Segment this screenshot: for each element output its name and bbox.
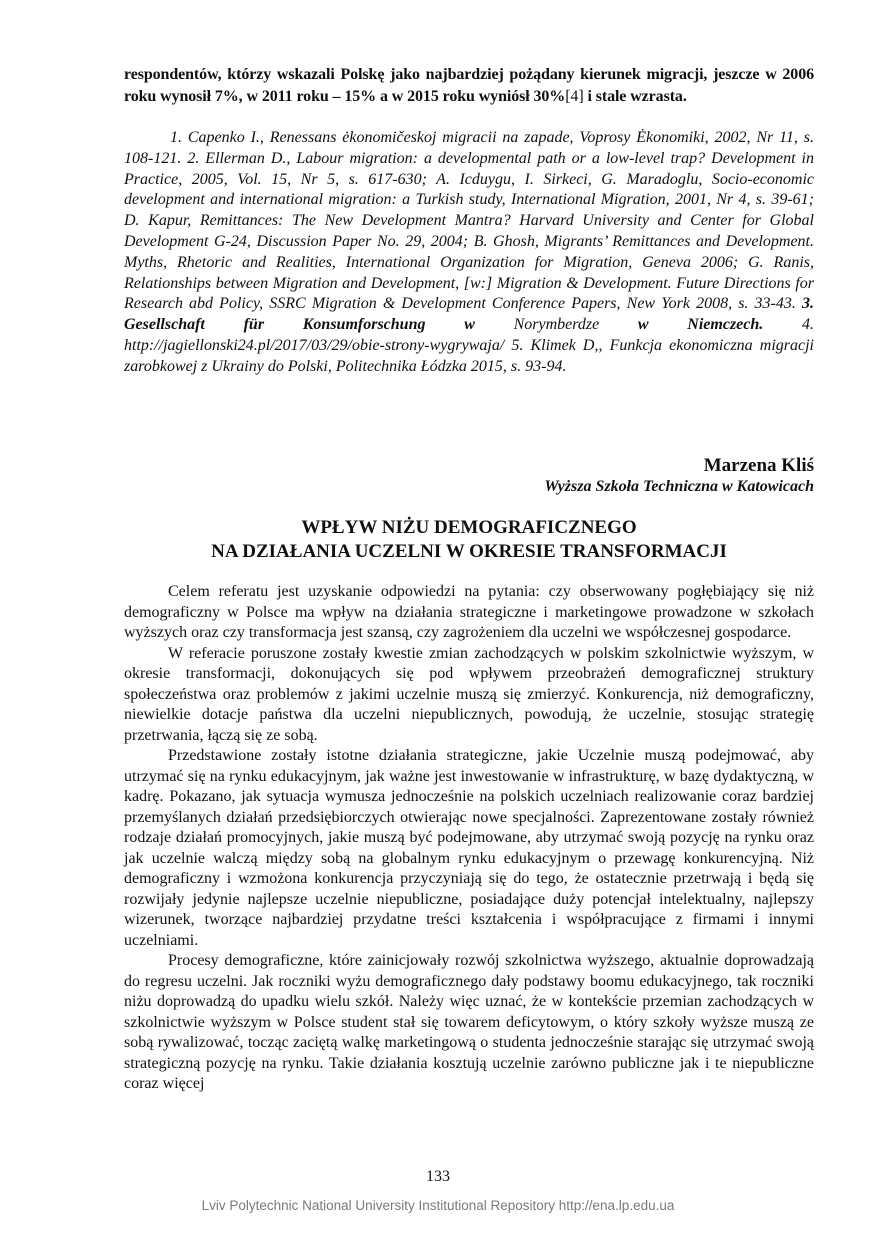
references-mid: Norymberdze	[474, 316, 638, 334]
repository-footer: Lviv Polytechnic National University Institutional Repository http://ena.lp.edu.ua	[201, 1198, 675, 1213]
lead-tail: i stale wzrasta.	[583, 88, 687, 105]
references-bold2: w Niemczech.	[637, 316, 764, 334]
references-part2: 4. http://jagiellonski24.pl/2017/03/29/obie-strony-wygrywaja/ 5. Klimek D,, Funkcja ekonomiczna migracji zarobkowej z Ukrainy do Polski, Politechnika Łódzka 2015, s. 93-94.	[124, 316, 815, 375]
references-part1: 1. Capenko I., Renessans ėkonomičeskoj migracii na zapade, Voprosy Ėkonomiki, 2002, Nr 11, s. 108-121. 2. Ellerman D., Labour migration: a developmental path or a low-level trap? Development in Practice, 2005, Vol. 15, Nr 5, s. 617-630; A. Icduygu, I. Sirkeci, G. Maradoglu, Socio-economic development and international migration: a Turkish study, International Migration, 2001, Nr 4, s. 39-61; D. Kapur, Remittances: The New Development Mantra? Harvard University and Center for Global Development G-24, Discussion Paper No. 29, 2004; B. Ghosh, Migrants’ Remittances and Development. Myths, Rhetoric and Realities, International Organization for Migration, Geneva 2006; G. Ranis, Relationships between Migration and Development, [w:] Migration & Development. Future Directions for Research abd Policy, SSRC Migration & Development Conference Papers, New York 2008, s. 33-43.	[124, 129, 814, 313]
title-line-1: WPŁYW NIŻU DEMOGRAFICZNEGO	[301, 517, 637, 538]
paragraph-3: Przedstawione zostały istotne działania strategiczne, jakie Uczelnie muszą podejmować, aby utrzymać się na rynku edukacyjnym, jak ważne jest inwestowanie w infrastrukturę, w bazę dydaktyczną, w kadrę. Pokazano, jak sytuacja wymusza jednocześnie na polskich uczelniach realizowanie coraz bardziej przemyślanych działań przedsiębiorczych otwierając nowe specjalności. Zaprezentowane zostały również rodzaje działań promocyjnych, jakie muszą być podejmowane, aby utrzymać swoją pozycję na rynku oraz jak uczelnie walczą między sobą na globalnym rynku edukacyjnym o przewagę konkurencyjną. Niż demograficzny i wzmożona konkurencja przyczyniają się do tego, że ostatecznie przetrwają i będą się rozwijały jedynie najlepsze uczelnie niepubliczne, posiadające duży potencjał intelektualny, najlepszy wizerunek, tworzące najbardziej przydatne treści kształcenia i współpracujące z firmami i innymi uczelniami.	[124, 747, 814, 949]
lead-paragraph	[124, 64, 814, 108]
body-text	[124, 582, 814, 1095]
page-number: 133	[426, 1168, 450, 1185]
title-line-2: NA DZIAŁANIA UCZELNI W OKRESIE TRANSFORMACJI	[211, 541, 727, 562]
paragraph-1: Celem referatu jest uzyskanie odpowiedzi na pytania: czy obserwowany pogłębiający się niż demograficzny w Polsce ma wpływ na działania strategiczne i marketingowe prowadzone w szkołach wyższych oraz czy transformacja jest szansą, czy zagrożeniem dla uczelni we współczesnej gospodarce.	[124, 583, 814, 641]
references-block	[124, 128, 814, 378]
paragraph-4: Procesy demograficzne, które zainicjowały rozwój szkolnictwa wyższego, aktualnie doprowadzają do regresu uczelni. Jak roczniki wyżu demograficznego dały podstawy boomu edukacyjnego, tak roczniki niżu doprowadzą do upadku wielu szkół. Należy więc uznać, że w kontekście przemian zachodzących w szkolnictwie wyższym w Polsce student stał się towarem deficytowym, o który szkoły wyższe muszą ze sobą rywalizować, tocząc zaciętą walkę marketingową o studenta jednocześnie starając się utrzymać swoją strategiczną pozycję na rynku. Takie działania kosztują uczelnie zarówno publiczne jak i te niepubliczne coraz więcej	[124, 952, 814, 1092]
author-affiliation: Wyższa Szkoła Techniczna w Katowicach	[544, 478, 814, 495]
paper-title	[124, 516, 814, 564]
lead-text: respondentów, którzy wskazali Polskę jako najbardziej pożądany kierunek migracji, jeszcze w 2006 roku wynosił 7%, w 2011 roku – 15% a w 2015 roku wyniósł 30%	[124, 66, 814, 105]
references-bold1: 3. Gesellschaft für Konsumforschung w	[124, 295, 814, 334]
lead-citation: [4]	[565, 88, 584, 105]
paragraph-2: W referacie poruszone zostały kwestie zmian zachodzących w polskim szkolnictwie wyższym, w okresie transformacji, dokonujących się pod wpływem przeobrażeń demograficznej struktury społeczeństwa oraz problemów z jakimi uczelnie muszą się zmierzyć. Konkurencja, niż demograficzny, niewielkie dotacje państwa dla uczelni niepublicznych, powodują, że uczelnie, stosując strategię przetrwania, łączą się ze sobą.	[124, 644, 814, 744]
author-name: Marzena Kliś	[703, 455, 814, 476]
